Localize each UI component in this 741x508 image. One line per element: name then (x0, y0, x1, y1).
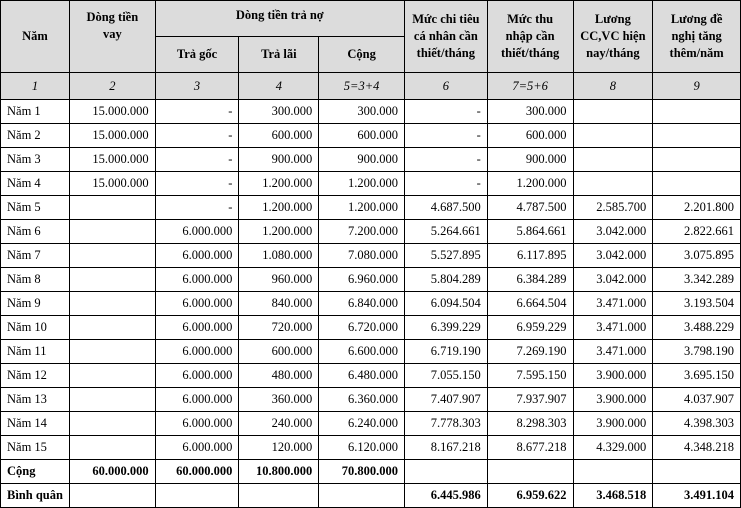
table-cell: 6.240.000 (319, 412, 405, 436)
table-cell: 3.471.000 (573, 340, 653, 364)
table-cell: 6.000.000 (155, 292, 239, 316)
table-cell: 6.000.000 (155, 388, 239, 412)
table-cell: - (155, 172, 239, 196)
table-cell: 4.329.000 (573, 436, 653, 460)
table-cell (69, 292, 155, 316)
table-cell: 6.480.000 (319, 364, 405, 388)
table-cell: 10.800.000 (239, 460, 319, 484)
table-cell: 15.000.000 (69, 124, 155, 148)
table-cell: 6.000.000 (155, 244, 239, 268)
table-cell: 3.488.229 (653, 316, 741, 340)
table-cell: 8.677.218 (487, 436, 573, 460)
table-cell: 1.200.000 (319, 172, 405, 196)
table-cell: 7.407.907 (404, 388, 487, 412)
table-cell: 300.000 (487, 100, 573, 124)
table-row (1, 220, 741, 244)
table-cell: 300.000 (239, 100, 319, 124)
table-cell (69, 244, 155, 268)
header-tra-goc: Trả gốc (155, 37, 239, 73)
table-cell (653, 148, 741, 172)
index-cell: 6 (404, 73, 487, 100)
index-cell: 2 (69, 73, 155, 100)
row-label: Năm 2 (1, 124, 70, 148)
table-row (1, 340, 741, 364)
row-label: Năm 12 (1, 364, 70, 388)
table-cell: 15.000.000 (69, 148, 155, 172)
table-cell: 7.937.907 (487, 388, 573, 412)
row-label: Năm 15 (1, 436, 70, 460)
row-label: Năm 13 (1, 388, 70, 412)
table-row (1, 148, 741, 172)
table-cell: - (404, 148, 487, 172)
table-cell: 1.200.000 (319, 196, 405, 220)
table-cell: 3.042.000 (573, 244, 653, 268)
table-cell: 6.959.229 (487, 316, 573, 340)
row-label: Năm 10 (1, 316, 70, 340)
table-cell: 900.000 (239, 148, 319, 172)
table-cell: 4.348.218 (653, 436, 741, 460)
row-label: Bình quân (1, 484, 70, 508)
table-cell: 300.000 (319, 100, 405, 124)
table-cell: 6.664.504 (487, 292, 573, 316)
table-row (1, 124, 741, 148)
table-cell: - (155, 196, 239, 220)
table-row (1, 100, 741, 124)
table-cell (653, 172, 741, 196)
table-cell: 8.167.218 (404, 436, 487, 460)
table-cell (573, 460, 653, 484)
table-cell: - (155, 148, 239, 172)
index-cell: 9 (653, 73, 741, 100)
table-row (1, 388, 741, 412)
table-cell: 1.200.000 (239, 172, 319, 196)
index-cell: 8 (573, 73, 653, 100)
header-muc-chi-tieu: Mức chi tiêu cá nhân cần thiết/tháng (404, 1, 487, 73)
table-cell: 960.000 (239, 268, 319, 292)
table-cell: 3.471.000 (573, 316, 653, 340)
index-cell: 1 (1, 73, 70, 100)
index-cell: 4 (239, 73, 319, 100)
table-cell (573, 172, 653, 196)
table-cell: 1.200.000 (239, 220, 319, 244)
table-cell: 6.000.000 (155, 436, 239, 460)
table-cell: 120.000 (239, 436, 319, 460)
table-cell: 7.778.303 (404, 412, 487, 436)
table-row (1, 436, 741, 460)
table-row (1, 292, 741, 316)
table-cell: 1.080.000 (239, 244, 319, 268)
table-cell: 70.800.000 (319, 460, 405, 484)
table-cell: 3.468.518 (573, 484, 653, 508)
table-cell: 60.000.000 (155, 460, 239, 484)
table-cell (653, 124, 741, 148)
table-cell: 360.000 (239, 388, 319, 412)
table-cell: 5.804.289 (404, 268, 487, 292)
table-cell (69, 388, 155, 412)
header-dong-tien-vay: Dòng tiền vay (69, 1, 155, 73)
table-cell: 600.000 (319, 124, 405, 148)
table-cell: 15.000.000 (69, 100, 155, 124)
table-cell: 6.445.986 (404, 484, 487, 508)
table-cell: 7.595.150 (487, 364, 573, 388)
table-cell: 6.000.000 (155, 268, 239, 292)
table-cell: - (404, 172, 487, 196)
row-label: Năm 3 (1, 148, 70, 172)
table-cell (69, 340, 155, 364)
table-cell: - (155, 100, 239, 124)
table-row (1, 196, 741, 220)
table-cell: 6.000.000 (155, 364, 239, 388)
table-cell (69, 316, 155, 340)
table-cell: 6.719.190 (404, 340, 487, 364)
table-cell (573, 148, 653, 172)
table-cell: 4.687.500 (404, 196, 487, 220)
table-row (1, 364, 741, 388)
table-cell: 1.200.000 (239, 196, 319, 220)
row-label: Năm 14 (1, 412, 70, 436)
table-cell: 600.000 (239, 124, 319, 148)
table-cell (69, 196, 155, 220)
table-cell: 7.055.150 (404, 364, 487, 388)
table-cell: 5.864.661 (487, 220, 573, 244)
table-cell: 3.342.289 (653, 268, 741, 292)
header-nam: Năm (1, 1, 70, 73)
table-cell: 4.398.303 (653, 412, 741, 436)
table-cell: 900.000 (319, 148, 405, 172)
table-cell: 840.000 (239, 292, 319, 316)
table-cell: 4.787.500 (487, 196, 573, 220)
table-cell: 2.585.700 (573, 196, 653, 220)
table-cell: 8.298.303 (487, 412, 573, 436)
row-label: Năm 8 (1, 268, 70, 292)
table-cell (69, 268, 155, 292)
row-label: Năm 5 (1, 196, 70, 220)
index-cell: 3 (155, 73, 239, 100)
table-cell: 2.201.800 (653, 196, 741, 220)
table-cell: 7.269.190 (487, 340, 573, 364)
summary-row (1, 460, 741, 484)
table-cell: 720.000 (239, 316, 319, 340)
table-cell: 6.840.000 (319, 292, 405, 316)
row-label: Năm 11 (1, 340, 70, 364)
table-cell: 15.000.000 (69, 172, 155, 196)
row-label: Năm 6 (1, 220, 70, 244)
table-cell (404, 460, 487, 484)
table-cell (573, 100, 653, 124)
table-cell: 3.695.150 (653, 364, 741, 388)
table-cell: 3.900.000 (573, 388, 653, 412)
table-cell: 7.200.000 (319, 220, 405, 244)
table-cell (69, 412, 155, 436)
table-cell: 1.200.000 (487, 172, 573, 196)
table-cell: 3.042.000 (573, 268, 653, 292)
index-cell: 7=5+6 (487, 73, 573, 100)
table-row (1, 412, 741, 436)
table-cell: 3.900.000 (573, 412, 653, 436)
row-label: Năm 4 (1, 172, 70, 196)
table-cell (69, 364, 155, 388)
table-cell: 6.384.289 (487, 268, 573, 292)
table-cell: 6.600.000 (319, 340, 405, 364)
table-cell: - (155, 124, 239, 148)
table-cell: 2.822.661 (653, 220, 741, 244)
table-cell: 3.491.104 (653, 484, 741, 508)
table-cell: 6.094.504 (404, 292, 487, 316)
table-cell: 6.360.000 (319, 388, 405, 412)
table-cell: 6.000.000 (155, 316, 239, 340)
table-cell: 6.960.000 (319, 268, 405, 292)
header-dong-tien-tra-no: Dòng tiền trả nợ (155, 1, 404, 37)
row-label: Năm 9 (1, 292, 70, 316)
table-cell: 5.264.661 (404, 220, 487, 244)
table-cell: 6.000.000 (155, 340, 239, 364)
table-cell: 3.900.000 (573, 364, 653, 388)
table-cell (573, 124, 653, 148)
table-cell: 60.000.000 (69, 460, 155, 484)
header-luong-de-nghi: Lương đề nghị tăng thêm/năm (653, 1, 741, 73)
column-index-row (1, 73, 741, 100)
table-cell: 5.527.895 (404, 244, 487, 268)
header-luong-hien-nay: Lương CC,VC hiện nay/tháng (573, 1, 653, 73)
table-cell: 900.000 (487, 148, 573, 172)
table-cell: 6.000.000 (155, 220, 239, 244)
table-cell: 240.000 (239, 412, 319, 436)
table-cell: 3.798.190 (653, 340, 741, 364)
table-cell: 600.000 (239, 340, 319, 364)
table-cell (653, 100, 741, 124)
table-row (1, 268, 741, 292)
table-cell (653, 460, 741, 484)
table-row (1, 172, 741, 196)
table-cell: 3.075.895 (653, 244, 741, 268)
index-cell: 5=3+4 (319, 73, 405, 100)
table-cell (487, 460, 573, 484)
table-cell (69, 436, 155, 460)
table-cell: 480.000 (239, 364, 319, 388)
table-cell: 3.471.000 (573, 292, 653, 316)
table-row (1, 244, 741, 268)
table-cell: 3.193.504 (653, 292, 741, 316)
header-cong: Cộng (319, 37, 405, 73)
table-cell: 6.000.000 (155, 412, 239, 436)
table-cell: 6.720.000 (319, 316, 405, 340)
table-cell: 3.042.000 (573, 220, 653, 244)
row-label: Cộng (1, 460, 70, 484)
table-cell: 6.117.895 (487, 244, 573, 268)
table-cell: 6.399.229 (404, 316, 487, 340)
table-cell (69, 220, 155, 244)
row-label: Năm 1 (1, 100, 70, 124)
table-cell: 600.000 (487, 124, 573, 148)
table-cell: 4.037.907 (653, 388, 741, 412)
table-cell: 6.959.622 (487, 484, 573, 508)
table-cell: 7.080.000 (319, 244, 405, 268)
table-cell: 6.120.000 (319, 436, 405, 460)
row-label: Năm 7 (1, 244, 70, 268)
table-row (1, 316, 741, 340)
header-muc-thu-nhap: Mức thu nhập cần thiết/tháng (487, 1, 573, 73)
table-cell: - (404, 124, 487, 148)
table-cell: - (404, 100, 487, 124)
header-tra-lai: Trả lãi (239, 37, 319, 73)
